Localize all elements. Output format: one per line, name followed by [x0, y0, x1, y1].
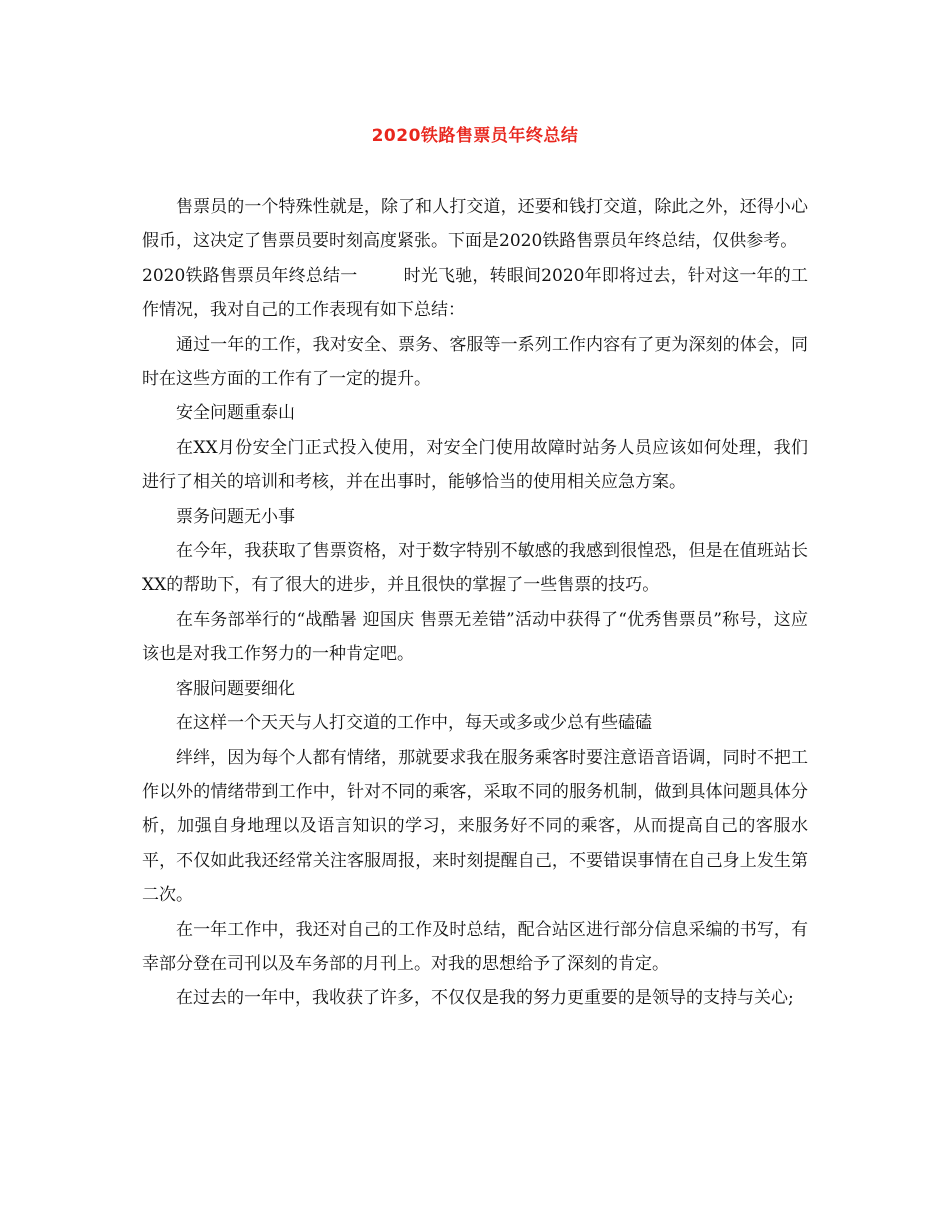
document-body: [142, 190, 808, 1016]
body-paragraph: 绊绊，因为每个人都有情绪，那就要求我在服务乘客时要注意语音语调，同时不把工作以外的情绪带到工作中，针对不同的乘客，采取不同的服务机制，做到具体问题具体分析，加强自身地理以及语言知识的学习，来服务好不同的乘客，从而提高自己的客服水平，不仅如此我还经常关注客服周报，来时刻提醒自己，不要错误事情在自己身上发生第二次。: [142, 747, 808, 906]
body-paragraph: 通过一年的工作，我对安全、票务、客服等一系列工作内容有了更为深刻的体会，同时在这些方面的工作有了一定的提升。: [142, 334, 808, 390]
body-paragraph: 在XX月份安全门正式投入使用，对安全门使用故障时站务人员应该如何处理，我们进行了相关的培训和考核，并在出事时，能够恰当的使用相关应急方案。: [142, 437, 808, 493]
section-heading-paragraph: [142, 259, 808, 328]
intro-paragraph: 售票员的一个特殊性就是，除了和人打交道，还要和钱打交道，除此之外，还得小心假币，这决定了售票员要时刻高度紧张。下面是2020铁路售票员年终总结，仅供参考。: [142, 197, 808, 252]
document-title: 2020铁路售票员年终总结: [371, 126, 579, 146]
body-paragraph: 在这样一个天天与人打交道的工作中，每天或多或少总有些磕磕: [176, 713, 652, 734]
subheading-safety: 安全问题重泰山: [176, 403, 295, 424]
body-paragraph: 在今年，我获取了售票资格，对于数字特别不敏感的我感到很惶恐，但是在值班站长XX的帮助下，有了很大的进步，并且很快的掌握了一些售票的技巧。: [142, 541, 808, 596]
subheading-service: 客服问题要细化: [176, 678, 295, 699]
section-opening: 时光飞驰，转眼间2020年即将过去，针对这一年的工作情况，我对自己的工作表现有如下总结：: [142, 265, 808, 321]
body-paragraph: 在车务部举行的“战酷暑 迎国庆 售票无差错”活动中获得了“优秀售票员”称号，这应该也是对我工作努力的一种肯定吧。: [142, 609, 808, 665]
subheading-ticketing: 票务问题无小事: [176, 506, 295, 527]
section-heading: 2020铁路售票员年终总结一: [142, 265, 358, 286]
body-paragraph: 在一年工作中，我还对自己的工作及时总结，配合站区进行部分信息采编的书写，有幸部分登在司刊以及车务部的月刊上。对我的思想给予了深刻的肯定。: [142, 919, 808, 974]
body-paragraph: 在过去的一年中，我收获了许多，不仅仅是我的努力更重要的是领导的支持与关心;: [176, 988, 794, 1009]
